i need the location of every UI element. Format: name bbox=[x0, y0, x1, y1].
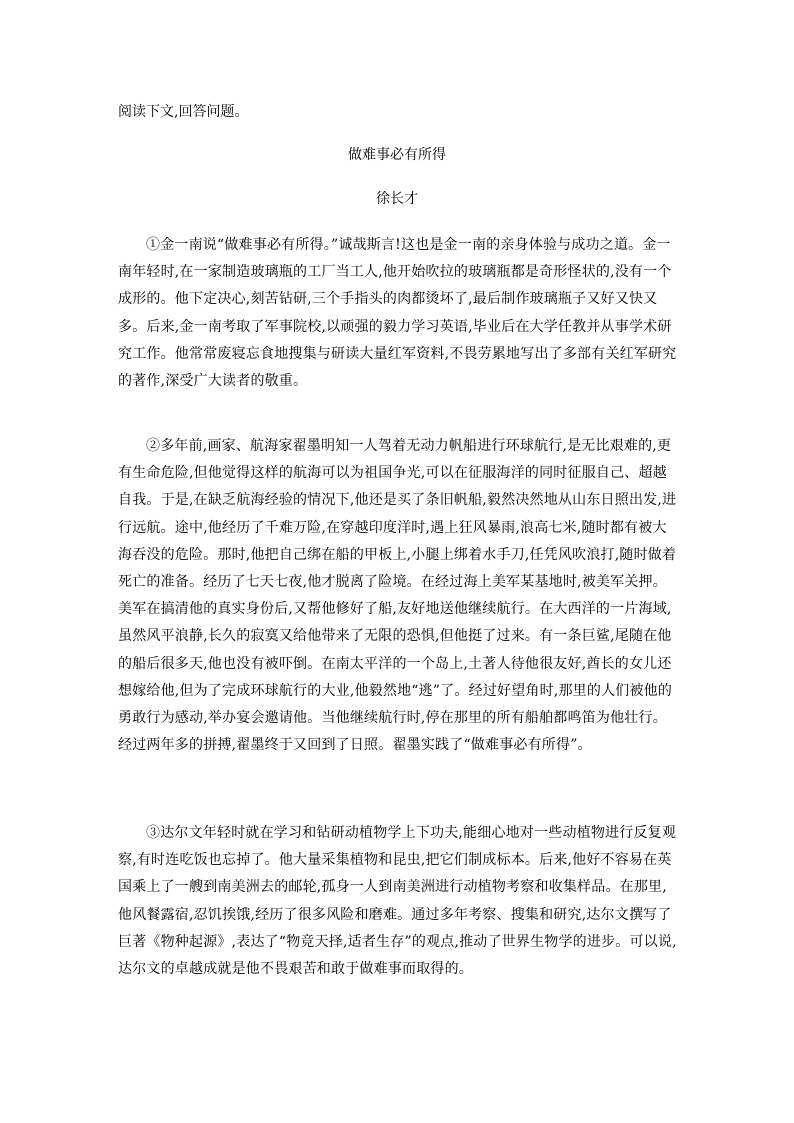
paragraph-2: ②多年前,画家、航海家翟墨明知一人驾着无动力帆船进行环球航行,是无比艰难的,更有生命危险,但他觉得这样的航海可以为祖国争光,可以在征服海洋的同时征服自己、超越自我。于是,在缺乏航海经验的情况下,他还是买了条旧帆船,毅然决然地从山东日照出发,进行远航。途中,他经历了千难万险,在穿越印度洋时,遇上狂风暴雨,浪高七米,随时都有被大海吞没的危险。那时,他把自己绑在船的甲板上,小腿上绑着水手刀,任凭风吹浪打,随时做着死亡的准备。经历了七天七夜,他才脱离了险境。在经过海上美军某基地时,被美军关押。美军在搞清他的真实身份后,又帮他修好了船,友好地送他继续航行。在大西洋的一片海域,虽然风平浪静,长久的寂寞又给他带来了无限的恐惧,但他挺了过来。有一条巨鲨,尾随在他的船后很多天,他也没有被吓倒。在南太平洋的一个岛上,土著人待他很友好,酋长的女儿还想嫁给他,但为了完成环球航行的大业,他毅然地“逃”了。经过好望角时,那里的人们被他的勇敢行为感动,举办宴会邀请他。当他继续航行时,停在那里的所有船舶都鸣笛为他壮行。经过两年多的拼搏,翟墨终于又回到了日照。翟墨实践了“做难事必有所得”。 bbox=[118, 438, 677, 754]
article-author: 徐长才 bbox=[376, 191, 418, 207]
paragraph-1: ①金一南说“做难事必有所得。”诚哉斯言!这也是金一南的亲身体验与成功之道。金一南年轻时,在一家制造玻璃瓶的工厂当工人,他开始吹拉的玻璃瓶都是奇形怪状的,没有一个成形的。他下定决心,刻苦钻研,三个手指头的肉都烫坏了,最后制作玻璃瓶子又好又快又多。后来,金一南考取了军事院校,以顽强的毅力学习英语,毕业后在大学任教并从事学术研究工作。他常常废寝忘食地搜集与研读大量红军资料,不畏劳累地写出了多部有关红军研究的著作,深受广大读者的敬重。 bbox=[118, 237, 677, 390]
article-title: 做难事必有所得 bbox=[348, 147, 446, 163]
instruction-text: 阅读下文,回答问题。 bbox=[118, 104, 249, 120]
paragraph-3: ③达尔文年轻时就在学习和钻研动植物学上下功夫,能细心地对一些动植物进行反复观察,有时连吃饭也忘掉了。他大量采集植物和昆虫,把它们制成标本。后来,他好不容易在英国乘上了一艘到南美洲去的邮轮,孤身一人到南美洲进行动植物考察和收集样品。在那里,他风餐露宿,忍饥挨饿,经历了很多风险和磨难。通过多年考察、搜集和研究,达尔文撰写了巨著《物种起源》,表达了“物竞天择,适者生存”的观点,推动了世界生物学的进步。可以说,达尔文的卓越成就是他不畏艰苦和敢于做难事而取得的。 bbox=[118, 825, 677, 978]
